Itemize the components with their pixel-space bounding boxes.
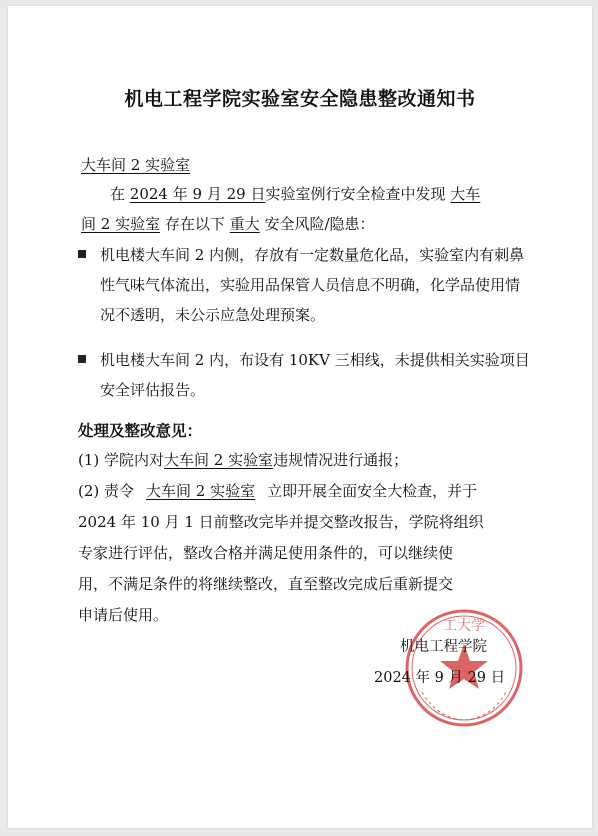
intro-line-2 bbox=[81, 213, 375, 234]
opinion-2-suffix: 立即开展全面安全大检查，并于 bbox=[267, 482, 478, 500]
bullet-icon bbox=[78, 250, 86, 258]
issue-1-line-3: 况不透明，未公示应急处理预案。 bbox=[100, 306, 326, 324]
intro-middle: 实验室例行安全检查中发现 bbox=[265, 185, 446, 203]
risk-level: 重大 bbox=[229, 215, 260, 233]
bullet-icon bbox=[78, 355, 86, 363]
opinion-2-prefix: (2) 责令 bbox=[78, 482, 135, 500]
addressee-line bbox=[81, 154, 190, 175]
signature-date: 2024 年 9 月 29 日 bbox=[374, 670, 506, 686]
opinion-2-line-5: 申请后使用。 bbox=[78, 606, 169, 624]
intro-suffix: 安全风险/隐患： bbox=[264, 215, 375, 233]
document-title: 机电工程学院实验室安全隐患整改通知书 bbox=[124, 88, 476, 110]
issue-1-line-2: 性气味气体流出，实验用品保管人员信息不明确，化学品使用情 bbox=[100, 276, 521, 294]
intro-lab-part1: 大车 bbox=[450, 185, 481, 203]
opinion-heading: 处理及整改意见： bbox=[78, 422, 203, 440]
opinion-2-line-2: 2024 年 10 月 1 日前整改完毕并提交整改报告，学院将组织 bbox=[78, 513, 484, 531]
issue-2-line-2: 安全评估报告。 bbox=[100, 381, 206, 399]
intro-mid2: 存在以下 bbox=[164, 215, 225, 233]
issue-2-line-1: 机电楼大车间 2 内，布设有 10KV 三相线，未提供相关实验项目 bbox=[100, 351, 530, 369]
issue-1-line-1: 机电楼大车间 2 内侧，存放有一定数量危化品，实验室内有刺鼻 bbox=[100, 246, 525, 264]
addressee: 大车间 2 实验室 bbox=[81, 156, 191, 174]
opinion-2-line-1 bbox=[78, 480, 477, 501]
seal-text: 工大学 bbox=[443, 618, 485, 634]
signature-org: 机电工程学院 bbox=[400, 639, 487, 655]
opinion-2-lab: 大车间 2 实验室 bbox=[146, 482, 256, 500]
opinion-1-prefix: (1) 学院内对 bbox=[78, 451, 165, 469]
opinion-1 bbox=[78, 449, 408, 470]
inspection-date: 2024 年 9 月 29 日 bbox=[129, 185, 266, 203]
intro-prefix: 在 bbox=[110, 185, 126, 203]
opinion-2-line-4: 用，不满足条件的将继续整改，直至整改完成后重新提交 bbox=[78, 575, 454, 593]
opinion-2-line-3: 专家进行评估，整改合格并满足使用条件的，可以继续使 bbox=[78, 544, 454, 562]
opinion-1-suffix: 违规情况进行通报； bbox=[273, 451, 409, 469]
opinion-1-lab: 大车间 2 实验室 bbox=[164, 451, 274, 469]
intro-line-1 bbox=[110, 183, 480, 204]
intro-lab-part2: 间 2 实验室 bbox=[81, 215, 161, 233]
document-page bbox=[8, 6, 592, 828]
